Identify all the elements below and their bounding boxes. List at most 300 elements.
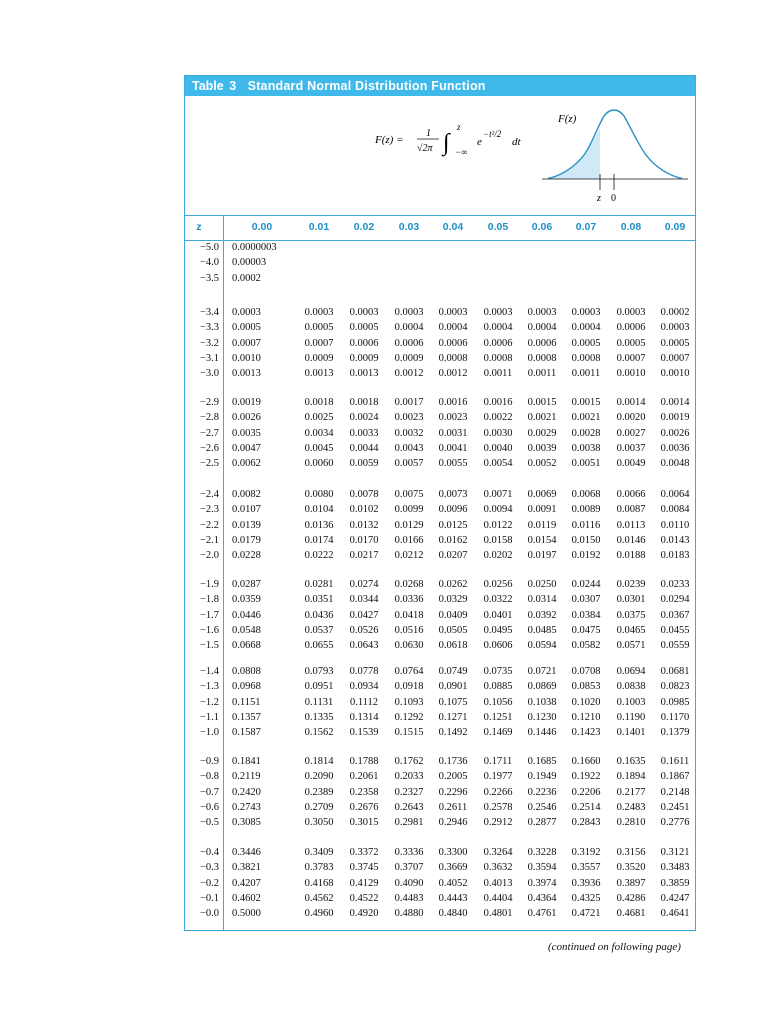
table-row: [185, 608, 695, 623]
probability-cell: 0.4562: [304, 892, 334, 904]
probability-cell: 0.0013: [304, 368, 334, 380]
probability-cell: 0.2148: [660, 786, 690, 798]
column-header-0.04: 0.04: [442, 221, 464, 233]
probability-cell: 0.0009: [349, 352, 379, 364]
probability-cell: 0.0013: [349, 368, 379, 380]
probability-cell: 0.0359: [232, 594, 261, 606]
probability-cell: 0.0013: [232, 368, 261, 380]
probability-cell: 0.0011: [571, 368, 601, 380]
probability-cell: 0.1020: [571, 696, 601, 708]
z-value: −2.7: [199, 427, 219, 439]
probability-cell: 0.0029: [527, 427, 557, 439]
probability-cell: 0.0228: [232, 550, 261, 562]
probability-cell: 0.0119: [527, 519, 557, 531]
probability-cell: 0.0003: [571, 307, 601, 318]
probability-cell: 0.2743: [232, 801, 261, 813]
probability-cell: 0.0006: [616, 322, 646, 334]
table-row: [185, 533, 695, 548]
probability-cell: 0.0036: [660, 442, 690, 454]
probability-cell: 0.0107: [232, 504, 261, 516]
probability-cell: 0.0071: [483, 489, 513, 500]
probability-cell: 0.4404: [483, 892, 513, 904]
probability-cell: 0.0968: [232, 681, 261, 693]
column-header-0.08: 0.08: [620, 221, 642, 233]
z-value: −0.6: [199, 801, 219, 813]
probability-cell: 0.1190: [616, 711, 646, 723]
probability-cell: 0.0073: [438, 489, 468, 500]
probability-cell: 0.0008: [483, 352, 513, 364]
probability-cell: 0.0336: [394, 594, 424, 606]
probability-cell: 0.0495: [483, 624, 513, 636]
probability-cell: 0.0392: [527, 609, 557, 621]
probability-cell: 0.0054: [483, 458, 513, 470]
table-row: [185, 456, 695, 471]
column-header-0.00: 0.00: [251, 221, 273, 233]
probability-cell: 0.0007: [232, 337, 261, 349]
probability-cell: 0.3936: [571, 877, 601, 889]
probability-cell: 0.0011: [483, 368, 513, 380]
probability-cell: 0.1949: [527, 771, 557, 783]
table-row: [185, 487, 695, 502]
probability-cell: 0.0041: [438, 442, 468, 454]
probability-cell: 0.0485: [527, 624, 557, 636]
probability-cell: 0.0122: [483, 519, 513, 531]
table-row: [185, 815, 695, 830]
probability-cell: 0.0162: [438, 534, 468, 546]
probability-cell: 0.3121: [660, 847, 690, 858]
probability-cell: 0.0025: [304, 412, 334, 424]
probability-cell: 0.0869: [527, 681, 557, 693]
table-row: [185, 366, 695, 381]
probability-cell: 0.3409: [304, 847, 334, 858]
column-header-0.07: 0.07: [575, 221, 597, 233]
probability-cell: 0.4168: [304, 877, 334, 889]
probability-cell: 0.1922: [571, 771, 601, 783]
probability-cell: 0.0446: [232, 609, 261, 621]
probability-cell: 0.0007: [660, 352, 690, 364]
probability-cell: 0.0005: [349, 322, 379, 334]
probability-cell: 0.1093: [394, 696, 424, 708]
probability-cell: 0.0268: [394, 579, 424, 590]
probability-cell: 0.0132: [349, 519, 379, 531]
probability-cell: 0.0571: [616, 640, 646, 652]
probability-cell: 0.0668: [232, 640, 261, 652]
shaded-area: [548, 128, 600, 179]
probability-cell: 0.1251: [483, 711, 513, 723]
probability-cell: 0.0069: [527, 489, 557, 500]
probability-cell: 0.0082: [232, 489, 261, 500]
probability-cell: 0.0020: [616, 412, 646, 424]
probability-cell: 0.0643: [349, 640, 379, 652]
probability-cell: 0.1151: [232, 696, 261, 708]
probability-cell: 0.0002: [232, 272, 261, 284]
probability-cell: 0.3192: [571, 847, 601, 858]
probability-cell: 0.0125: [438, 519, 468, 531]
probability-cell: 0.3783: [304, 862, 334, 874]
z-value: −1.9: [199, 579, 219, 590]
probability-cell: 0.0057: [394, 458, 424, 470]
probability-cell: 0.0099: [394, 504, 424, 516]
probability-cell: 0.0630: [394, 640, 424, 652]
probability-cell: 0.4681: [616, 908, 646, 920]
probability-cell: 0.0010: [616, 368, 646, 380]
probability-cell: 0.0007: [616, 352, 646, 364]
probability-cell: 0.2177: [616, 786, 646, 798]
probability-cell: 0.0022: [483, 412, 513, 424]
probability-cell: 0.0044: [349, 442, 379, 454]
probability-cell: 0.0294: [660, 594, 690, 606]
z-value: −0.7: [199, 786, 219, 798]
probability-cell: 0.2119: [232, 771, 261, 783]
probability-cell: 0.0735: [483, 666, 513, 677]
probability-cell: 0.0003: [232, 307, 261, 318]
z-value: −0.2: [199, 877, 219, 889]
z-value: −3.5: [199, 272, 219, 284]
probability-cell: 0.0027: [616, 427, 646, 439]
probability-cell: 0.0084: [660, 504, 690, 516]
probability-cell: 0.0023: [394, 412, 424, 424]
probability-cell: 0.1788: [349, 756, 379, 767]
probability-cell: 0.0021: [527, 412, 557, 424]
probability-cell: 0.0143: [660, 534, 690, 546]
probability-cell: 0.2451: [660, 801, 690, 813]
probability-cell: 0.0183: [660, 550, 690, 562]
probability-cell: 0.1762: [394, 756, 424, 767]
probability-cell: 0.0116: [571, 519, 601, 531]
probability-cell: 0.0166: [394, 534, 424, 546]
probability-cell: 0.0017: [394, 397, 424, 408]
probability-cell: 0.2676: [349, 801, 379, 813]
probability-cell: 0.2389: [304, 786, 334, 798]
probability-cell: 0.0170: [349, 534, 379, 546]
probability-cell: 0.1075: [438, 696, 468, 708]
row-group: [185, 754, 695, 830]
z-value: −2.5: [199, 458, 219, 470]
probability-cell: 0.0010: [232, 352, 261, 364]
probability-cell: 0.0202: [483, 550, 513, 562]
z-value: −1.8: [199, 594, 219, 606]
probability-cell: 0.1711: [483, 756, 513, 767]
probability-cell: 0.3085: [232, 817, 261, 829]
probability-cell: 0.0021: [571, 412, 601, 424]
probability-cell: 0.1515: [394, 727, 424, 739]
probability-cell: 0.4960: [304, 908, 334, 920]
probability-cell: 0.0091: [527, 504, 557, 516]
probability-cell: 0.0179: [232, 534, 261, 546]
probability-cell: 0.3228: [527, 847, 557, 858]
probability-cell: 0.1423: [571, 727, 601, 739]
probability-cell: 0.1357: [232, 711, 261, 723]
probability-cell: 0.0222: [304, 550, 334, 562]
probability-cell: 0.4920: [349, 908, 379, 920]
probability-cell: 0.1230: [527, 711, 557, 723]
probability-cell: 0.0749: [438, 666, 468, 677]
column-header-0.05: 0.05: [487, 221, 509, 233]
probability-cell: 0.0032: [394, 427, 424, 439]
probability-cell: 0.2483: [616, 801, 646, 813]
probability-cell: 0.0367: [660, 609, 690, 621]
z-value: −0.3: [199, 862, 219, 874]
probability-cell: 0.0039: [527, 442, 557, 454]
table-row: [185, 785, 695, 800]
probability-cell: 0.0024: [349, 412, 379, 424]
column-header-0.01: 0.01: [308, 221, 330, 233]
probability-cell: 0.0038: [571, 442, 601, 454]
probability-cell: 0.0089: [571, 504, 601, 516]
probability-cell: 0.0078: [349, 489, 379, 500]
probability-cell: 0.0154: [527, 534, 557, 546]
probability-cell: 0.3897: [616, 877, 646, 889]
probability-cell: 0.0516: [394, 624, 424, 636]
row-group: [185, 845, 695, 921]
z-value: −1.4: [199, 666, 219, 677]
table-row: [185, 664, 695, 679]
probability-cell: 0.0003: [527, 307, 557, 318]
z-value: −0.5: [199, 817, 219, 829]
probability-cell: 0.0104: [304, 504, 334, 516]
probability-cell: 0.2266: [483, 786, 513, 798]
row-group: [185, 487, 695, 563]
probability-cell: 0.2981: [394, 817, 424, 829]
probability-cell: 0.3669: [438, 862, 468, 874]
probability-cell: 0.4325: [571, 892, 601, 904]
probability-cell: 0.5000: [232, 908, 261, 920]
probability-cell: 0.0005: [616, 337, 646, 349]
probability-cell: 0.0009: [394, 352, 424, 364]
probability-cell: 0.0019: [232, 397, 261, 408]
probability-cell: 0.0314: [527, 594, 557, 606]
probability-cell: 0.0764: [394, 666, 424, 677]
probability-cell: 0.3372: [349, 847, 379, 858]
z-value: −2.1: [199, 534, 219, 546]
probability-cell: 0.0418: [394, 609, 424, 621]
probability-cell: 0.0004: [394, 322, 424, 334]
probability-cell: 0.4364: [527, 892, 557, 904]
probability-cell: 0.4801: [483, 908, 513, 920]
probability-cell: 0.1660: [571, 756, 601, 767]
probability-cell: 0.0582: [571, 640, 601, 652]
probability-cell: 0.0059: [349, 458, 379, 470]
probability-cell: 0.4721: [571, 908, 601, 920]
probability-cell: 0.3821: [232, 862, 261, 874]
probability-cell: 0.1314: [349, 711, 379, 723]
probability-cell: 0.2061: [349, 771, 379, 783]
probability-cell: 0.3707: [394, 862, 424, 874]
integral-sign: ∫: [443, 130, 450, 156]
z-value: −2.3: [199, 504, 219, 516]
probability-cell: 0.0951: [304, 681, 334, 693]
probability-cell: 0.0110: [660, 519, 690, 531]
continued-note: (continued on following page): [548, 941, 681, 953]
probability-cell: 0.0002: [660, 307, 690, 318]
probability-cell: 0.2843: [571, 817, 601, 829]
probability-cell: 0.0033: [349, 427, 379, 439]
table-row: [185, 441, 695, 456]
probability-cell: 0.2296: [438, 786, 468, 798]
table-row: [185, 679, 695, 694]
probability-cell: 0.0409: [438, 609, 468, 621]
z-value: −2.8: [199, 412, 219, 424]
probability-cell: 0.4207: [232, 877, 261, 889]
probability-cell: 0.0004: [483, 322, 513, 334]
probability-cell: 0.0274: [349, 579, 379, 590]
probability-cell: 0.3015: [349, 817, 379, 829]
probability-cell: 0.0239: [616, 579, 646, 590]
probability-cell: 0.1446: [527, 727, 557, 739]
probability-cell: 0.1492: [438, 727, 468, 739]
table-row: [185, 271, 695, 286]
probability-cell: 0.1003: [616, 696, 646, 708]
probability-cell: 0.0344: [349, 594, 379, 606]
probability-cell: 0.0009: [304, 352, 334, 364]
table-row: [185, 754, 695, 769]
probability-cell: 0.0901: [438, 681, 468, 693]
formula-integrand: e: [477, 136, 482, 148]
probability-cell: 0.0102: [349, 504, 379, 516]
probability-cell: 0.0436: [304, 609, 334, 621]
z-value: −1.1: [199, 711, 219, 723]
z-value: −3.2: [199, 337, 219, 349]
probability-cell: 0.4443: [438, 892, 468, 904]
probability-cell: 0.4090: [394, 877, 424, 889]
probability-cell: 0.3156: [616, 847, 646, 858]
probability-cell: 0.0018: [349, 397, 379, 408]
probability-cell: 0.0823: [660, 681, 690, 693]
probability-cell: 0.1841: [232, 756, 261, 767]
probability-cell: 0.4013: [483, 877, 513, 889]
probability-cell: 0.00003: [232, 257, 267, 269]
probability-cell: 0.2033: [394, 771, 424, 783]
probability-cell: 0.0049: [616, 458, 646, 470]
probability-cell: 0.1587: [232, 727, 261, 739]
table-row: [185, 548, 695, 563]
probability-cell: 0.0007: [304, 337, 334, 349]
probability-cell: 0.0287: [232, 579, 261, 590]
z-value: −1.7: [199, 609, 219, 621]
probability-cell: 0.0217: [349, 550, 379, 562]
z-value: −0.9: [199, 756, 219, 767]
z-value: −0.4: [199, 847, 219, 858]
z-value: −2.4: [199, 489, 219, 500]
z-value: −2.2: [199, 519, 219, 531]
probability-cell: 0.0087: [616, 504, 646, 516]
table-row: [185, 577, 695, 592]
probability-cell: 0.0006: [394, 337, 424, 349]
probability-cell: 0.0853: [571, 681, 601, 693]
probability-cell: 0.4641: [660, 908, 690, 920]
probability-cell: 0.0655: [304, 640, 334, 652]
table-title-bar: [185, 76, 695, 96]
probability-cell: 0.0146: [616, 534, 646, 546]
probability-cell: 0.0351: [304, 594, 334, 606]
probability-cell: 0.0465: [616, 624, 646, 636]
probability-cell: 0.1977: [483, 771, 513, 783]
probability-cell: 0.1292: [394, 711, 424, 723]
probability-cell: 0.2546: [527, 801, 557, 813]
probability-cell: 0.0838: [616, 681, 646, 693]
table-row: [185, 255, 695, 270]
probability-cell: 0.0778: [349, 666, 379, 677]
probability-cell: 0.0618: [438, 640, 468, 652]
probability-cell: 0.0055: [438, 458, 468, 470]
probability-cell: 0.2358: [349, 786, 379, 798]
table-row: [185, 336, 695, 351]
probability-cell: 0.0006: [483, 337, 513, 349]
probability-cell: 0.0008: [438, 352, 468, 364]
formula-denominator: √2π: [417, 143, 433, 154]
probability-cell: 0.0011: [527, 368, 557, 380]
probability-cell: 0.1469: [483, 727, 513, 739]
row-group: [185, 395, 695, 471]
probability-cell: 0.2514: [571, 801, 601, 813]
probability-cell: 0.1170: [660, 711, 690, 723]
probability-cell: 0.0012: [394, 368, 424, 380]
probability-cell: 0.0475: [571, 624, 601, 636]
column-header-0.06: 0.06: [531, 221, 553, 233]
column-header-0.09: 0.09: [664, 221, 686, 233]
probability-cell: 0.0016: [483, 397, 513, 408]
table-row: [185, 876, 695, 891]
probability-cell: 0.4247: [660, 892, 690, 904]
table-row: [185, 638, 695, 653]
probability-cell: 0.0885: [483, 681, 513, 693]
probability-cell: 0.0004: [438, 322, 468, 334]
probability-cell: 0.2420: [232, 786, 261, 798]
probability-cell: 0.1867: [660, 771, 690, 783]
column-header-z: z: [196, 221, 202, 233]
probability-cell: 0.0537: [304, 624, 334, 636]
row-group: [185, 664, 695, 740]
probability-cell: 0.3632: [483, 862, 513, 874]
probability-cell: 0.0322: [483, 594, 513, 606]
table-row: [185, 725, 695, 740]
probability-cell: 0.0212: [394, 550, 424, 562]
probability-cell: 0.0256: [483, 579, 513, 590]
probability-cell: 0.0207: [438, 550, 468, 562]
z-value: −2.9: [199, 397, 219, 408]
probability-cell: 0.2776: [660, 817, 690, 829]
normal-curve-figure: [540, 100, 690, 210]
probability-cell: 0.0721: [527, 666, 557, 677]
probability-cell: 0.4052: [438, 877, 468, 889]
probability-cell: 0.0026: [232, 412, 261, 424]
probability-cell: 0.0030: [483, 427, 513, 439]
probability-cell: 0.0281: [304, 579, 334, 590]
probability-cell: 0.3483: [660, 862, 690, 874]
table-row: [185, 240, 695, 255]
table-row: [185, 518, 695, 533]
probability-cell: 0.0606: [483, 640, 513, 652]
probability-cell: 0.0006: [527, 337, 557, 349]
probability-cell: 0.4286: [616, 892, 646, 904]
table-row: [185, 623, 695, 638]
probability-cell: 0.0375: [616, 609, 646, 621]
probability-cell: 0.4483: [394, 892, 424, 904]
formula-exponent: −t²/2: [483, 129, 502, 139]
probability-cell: 0.0708: [571, 666, 601, 677]
probability-cell: 0.3974: [527, 877, 557, 889]
row-group: [185, 577, 695, 653]
probability-cell: 0.1635: [616, 756, 646, 767]
probability-cell: 0.0031: [438, 427, 468, 439]
z-value: −2.6: [199, 442, 219, 454]
probability-cell: 0.0012: [438, 368, 468, 380]
row-group: [185, 240, 695, 286]
probability-cell: 0.0307: [571, 594, 601, 606]
probability-cell: 0.0004: [571, 322, 601, 334]
probability-cell: 0.0113: [616, 519, 646, 531]
probability-cell: 0.2877: [527, 817, 557, 829]
